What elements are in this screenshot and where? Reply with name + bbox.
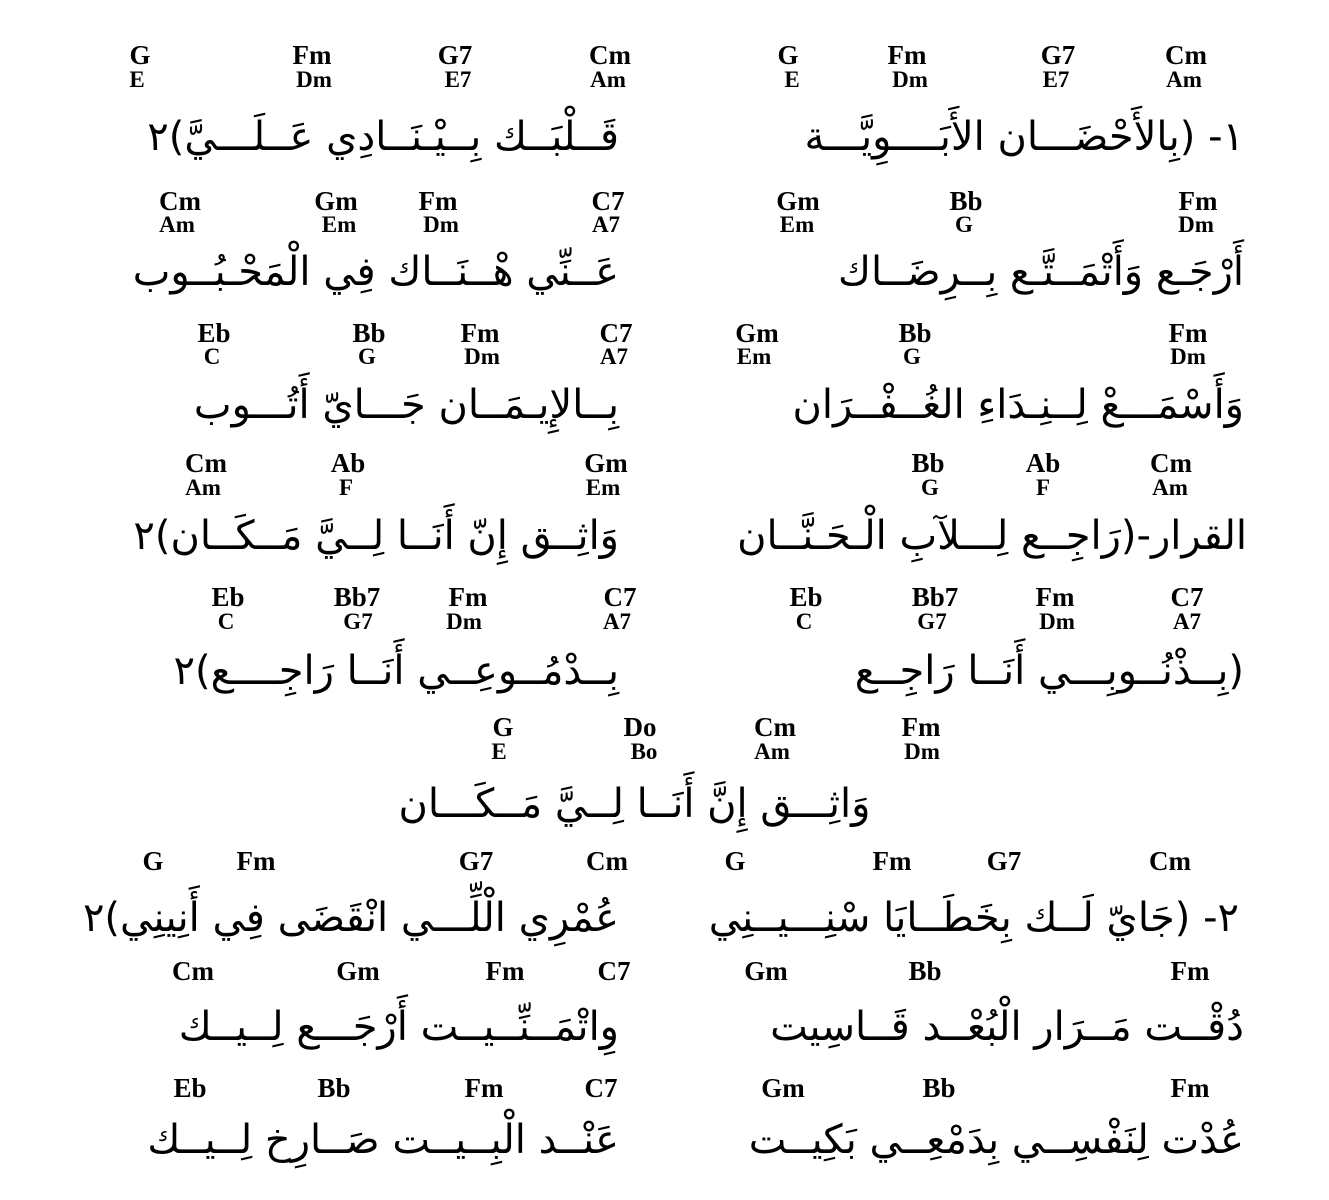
chord: Fm	[1170, 1073, 1210, 1103]
chord: Fm	[1035, 582, 1075, 612]
chord-alt: Dm	[904, 739, 940, 764]
chord: C7	[603, 582, 637, 612]
chord: Eb	[789, 582, 823, 612]
lyric-line: ١- (بِالأَحْضَـــان الأَبَــــوِيَّـــة	[804, 114, 1244, 160]
chord-alt: F	[338, 475, 354, 500]
chord-alt: G	[358, 344, 376, 369]
chord: G	[129, 40, 151, 70]
chord-alt: C	[795, 609, 813, 634]
chord: Gm	[336, 956, 380, 986]
chord-alt: Am	[1166, 67, 1202, 92]
chord-alt: Em	[585, 475, 621, 500]
chord: Cm	[1165, 40, 1207, 70]
chord-alt: Am	[1152, 475, 1188, 500]
lyric-line: بِــالإِيـمَــان جَـــايّ أَتُـــوب	[193, 382, 619, 428]
chord-alt: E7	[1042, 67, 1070, 92]
chord: Bb	[949, 186, 983, 216]
lyric-line: وَأَسْمَـــعْ لِــنِـدَاءِ الغُــفْــرَان	[792, 382, 1244, 428]
chord-alt: E	[784, 67, 800, 92]
chord: Fm	[236, 846, 276, 876]
chord: Fm	[1178, 186, 1218, 216]
lyric-line: دُقْــت مَــرَار الْبُعْــد قَــاسِيت	[770, 1004, 1244, 1050]
chord: Gm	[776, 186, 820, 216]
chord: Fm	[901, 712, 941, 742]
chord: G	[777, 40, 799, 70]
chord-alt: A7	[591, 212, 621, 237]
chord-alt: Dm	[1039, 609, 1075, 634]
chord-alt: A7	[599, 344, 629, 369]
lyric-line: عُدْت لِنَفْسِــي بِدَمْعِــي بَكِيــت	[748, 1117, 1244, 1163]
chord: Cm	[589, 40, 631, 70]
chord: Gm	[761, 1073, 805, 1103]
lyric-line: عُمْرِي الْلِّـــي انْقَضَى فِي أَنِينِي)٢	[82, 895, 619, 941]
chord-alt: G	[921, 475, 939, 500]
chord: G7	[437, 40, 473, 70]
lyric-line: بِــدْمُــوعِــي أَنَــا رَاجِــــع)٢	[173, 648, 619, 694]
chord: C7	[597, 956, 631, 986]
chord: Fm	[887, 40, 927, 70]
chord: Cm	[754, 712, 796, 742]
chord-alt: Dm	[892, 67, 928, 92]
chord: C7	[591, 186, 625, 216]
chord: Do	[623, 712, 657, 742]
lyric-line: (بِــذْنُــوبِـــي أَنَــا رَاجِــع	[854, 648, 1244, 694]
chord-alt: Dm	[423, 212, 459, 237]
chord: G	[724, 846, 746, 876]
chord: Cm	[1150, 448, 1192, 478]
chord-alt: A7	[1172, 609, 1202, 634]
chord: Fm	[418, 186, 458, 216]
chord: Eb	[197, 318, 231, 348]
chord: Eb	[173, 1073, 207, 1103]
lyric-line: وِاتْمَــنِّــيــت أَرْجَـــع لِــيــك	[178, 1004, 619, 1050]
chord: G	[492, 712, 514, 742]
chord-alt: E	[129, 67, 145, 92]
chord: Bb	[317, 1073, 351, 1103]
lyric-line: القرار-(رَاجِــع لِـــلآبِ الْـحَـنَّــان	[737, 513, 1247, 559]
chord: Bb	[352, 318, 386, 348]
chord-alt: A7	[602, 609, 632, 634]
lyric-line: وَاثِــق إِنّ أَنَــا لِــيَّ مَــكَــان)٢	[133, 513, 619, 559]
chord: C7	[1170, 582, 1204, 612]
chord: Cm	[586, 846, 628, 876]
lyric-line: عَنْــد الْبِــيــت صَــارِخ لِــيــك	[147, 1117, 619, 1163]
chord: C7	[599, 318, 633, 348]
chord: Cm	[185, 448, 227, 478]
chord-alt: Dm	[1178, 212, 1214, 237]
chord: Fm	[485, 956, 525, 986]
chord: Fm	[872, 846, 912, 876]
chord: Gm	[744, 956, 788, 986]
chord-alt: F	[1035, 475, 1051, 500]
chord-alt: Em	[321, 212, 357, 237]
chord-alt: E7	[444, 67, 472, 92]
chord: G	[142, 846, 164, 876]
chord: Bb	[911, 448, 945, 478]
chord: Fm	[460, 318, 500, 348]
chord-alt: Bo	[630, 739, 658, 764]
chord-alt: Am	[754, 739, 790, 764]
chord: Bb	[898, 318, 932, 348]
chord-alt: Em	[779, 212, 815, 237]
chord: Bb	[908, 956, 942, 986]
chord-alt: G	[903, 344, 921, 369]
chord-alt: Dm	[296, 67, 332, 92]
chord: Fm	[292, 40, 332, 70]
chord: Cm	[159, 186, 201, 216]
chord-alt: C	[217, 609, 235, 634]
lyric-line: أَرْجَـع وَأَتْمَــتَّـع بِــرِضَــاك	[838, 249, 1244, 295]
chord: Cm	[172, 956, 214, 986]
lyric-line: ٢- (جَايّ لَــك بِخَطَــايَا سْنِـــيــنِي	[708, 895, 1239, 941]
chord-alt: Dm	[1170, 344, 1206, 369]
chord: Bb	[922, 1073, 956, 1103]
chord-alt: E	[491, 739, 507, 764]
chord-alt: G7	[917, 609, 947, 634]
chord-alt: Dm	[464, 344, 500, 369]
chord-alt: C	[203, 344, 221, 369]
chord-alt: G	[955, 212, 973, 237]
chord: Cm	[1149, 846, 1191, 876]
chord: Fm	[1168, 318, 1208, 348]
chord: Bb7	[333, 582, 381, 612]
chord-alt: Am	[159, 212, 195, 237]
chord: C7	[584, 1073, 618, 1103]
lyric-line: قَــلْبَــك بِــيْـنَــادِي عَــلَـــيَّ)٢	[147, 114, 619, 160]
chord: Fm	[464, 1073, 504, 1103]
chord-alt: G7	[343, 609, 373, 634]
lyric-line: وَاثِـــق إِنَّ أَنَــا لِــيَّ مَــكَـــان	[398, 781, 871, 827]
chord: Ab	[1025, 448, 1061, 478]
chord-alt: Dm	[446, 609, 482, 634]
chord: Gm	[584, 448, 628, 478]
chord-alt: Em	[736, 344, 772, 369]
chord: Eb	[211, 582, 245, 612]
chord: Gm	[735, 318, 779, 348]
chord: G7	[986, 846, 1022, 876]
chord-alt: Am	[590, 67, 626, 92]
lyric-line: عَــنِّي هْــنَــاك فِي الْمَحْـبُــوب	[132, 249, 619, 295]
chord: Ab	[330, 448, 366, 478]
chord: Fm	[1170, 956, 1210, 986]
chord: G7	[458, 846, 494, 876]
chord: Bb7	[911, 582, 959, 612]
chord: Fm	[448, 582, 488, 612]
chord-alt: Am	[185, 475, 221, 500]
chord: G7	[1040, 40, 1076, 70]
chord: Gm	[314, 186, 358, 216]
